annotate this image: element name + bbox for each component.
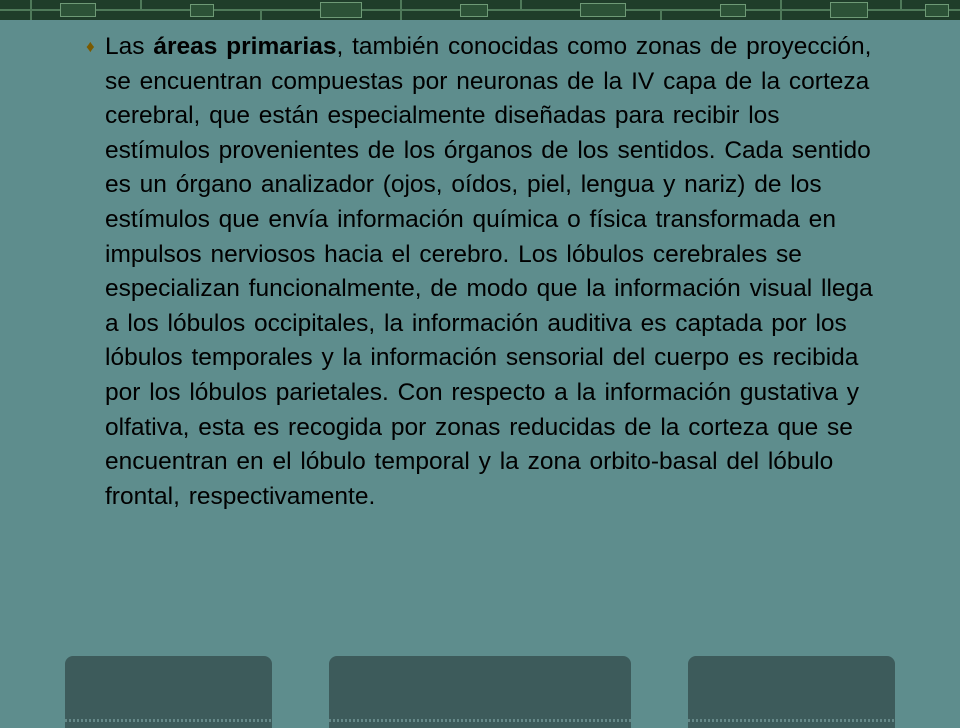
footer-block-right [688,656,895,728]
slide-body [84,30,874,514]
text-intro: Las [105,33,154,60]
text-body: , también conocidas como zonas de proyección, se encuentran compuestas por neuronas de la IV capa de la corteza cerebral, que están especialmente diseñadas para recibir los estímulos provenientes de los órganos de los sentidos. Cada sentido es un órgano analizador (ojos, oídos, piel, lengua y nariz) de los estímulos que envía información química o física transformada en impulsos nerviosos hacia el cerebro. Los lóbulos cerebrales se especializan funcionalmente, de modo que la información visual llega a los lóbulos occipitales, la información auditiva es captada por los lóbulos temporales y la información sensorial del cuerpo es recibida por los lóbulos parietales. Con respecto a la información gustativa y olfativa, esta es recogida por zonas reducidas de la corteza que se encuentran en el lóbulo temporal y la zona orbito-basal del lóbulo frontal, respectivamente. [105,33,873,510]
diamond-bullet-icon: ♦ [86,37,95,56]
circuit-board-banner [0,0,960,20]
bullet-paragraph [84,30,874,514]
footer-block-center [329,656,631,728]
text-highlight: áreas primarias [153,33,337,60]
footer-block-left [65,656,272,728]
